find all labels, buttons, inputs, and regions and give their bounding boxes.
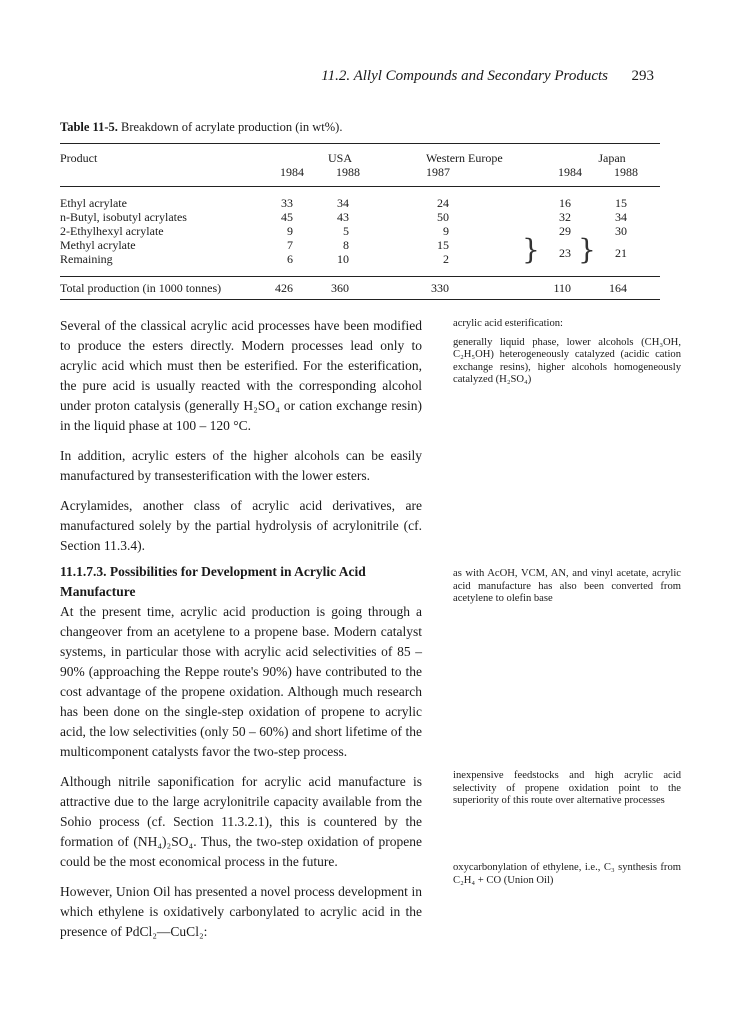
cell-usa88: 5: [343, 224, 349, 238]
cell-usa84: 33: [281, 196, 293, 210]
cell-usa84: 9: [287, 224, 293, 238]
total-we87: 330: [431, 281, 449, 295]
cell-we87: 2: [443, 252, 449, 266]
cell-jp84: 16: [559, 196, 571, 210]
table-body-rule: [60, 276, 660, 277]
cell-jp88: 15: [615, 196, 627, 210]
group-japan: Japan: [598, 151, 626, 165]
paragraph: However, Union Oil has presented a novel process development in which ethylene is oxidatively carbonylated to acrylic acid in the presence of PdCl₂—CuCl₂:: [60, 884, 422, 939]
cell-jp84-combined: 23: [559, 246, 571, 260]
table-total-row: [60, 281, 660, 295]
row-product: n-Butyl, isobutyl acrylates: [60, 210, 187, 224]
body-block-1: [60, 316, 422, 566]
paragraph: Acrylamides, another class of acrylic acid derivatives, are manufactured solely by the partial hydrolysis of acrylonitrile (cf. Section 11.3.4).: [60, 498, 422, 553]
table-label: Table 11-5.: [60, 120, 118, 134]
cell-jp84: 32: [559, 210, 571, 224]
total-jp84: 110: [553, 281, 571, 295]
cell-usa88: 8: [343, 238, 349, 252]
paragraph: In addition, acrylic esters of the higher alcohols can be easily manufactured by transesterification with the lower esters.: [60, 448, 422, 483]
table-row: [60, 224, 660, 238]
margin-note-esterification: [453, 318, 681, 387]
year-we-1987: 1987: [426, 165, 450, 179]
table-row: [60, 196, 660, 210]
paragraph: At the present time, acrylic acid production is going through a changeover from an acetylene to a propene base. Modern catalyst systems, in particular those with acrylic acid selectivities of 85 – 90% (approaching the Reppe route's 90%) have contributed to the cost advantage of the propene oxidation. Although much research has been done on the single-step oxidation of propene to acrylic acid, the low selectivities (only 50 – 60%) and short lifetime of the multicomponent catalysts favor the two-step process.: [60, 604, 422, 759]
table-top-rule: [60, 143, 660, 144]
brace-left-84: }: [522, 233, 540, 266]
year-jp-1984: 1984: [558, 165, 582, 179]
body-block-2: [60, 602, 422, 952]
total-usa88: 360: [331, 281, 349, 295]
cell-we87: 9: [443, 224, 449, 238]
total-usa84: 426: [275, 281, 293, 295]
row-product: Remaining: [60, 252, 113, 266]
table-caption-text: Breakdown of acrylate production (in wt%).: [117, 120, 343, 134]
margin-note-propene-oxidation: inexpensive feedstocks and high acrylic acid selectivity of propene oxidation point to the superiority of this route over alternative processes: [453, 770, 681, 806]
cell-usa88: 10: [337, 252, 349, 266]
group-western-europe: Western Europe: [426, 151, 503, 165]
paragraph: Although nitrile saponification for acrylic acid manufacture is attractive due to the large acrylonitrile capacity available from the Sohio process (cf. Section 11.3.2.1), this is countered by the formation of (NH₄)₂SO₄. Thus, the two-step oxidation of propene could be the most economical process in the future.: [60, 774, 422, 869]
margin-note-oxycarbonylation: oxycarbonylation of ethylene, i.e., C₃ synthesis from C₂H₄ + CO (Union Oil): [453, 862, 681, 886]
table-bottom-rule: [60, 299, 660, 300]
cell-usa88: 34: [337, 196, 349, 210]
header-title: 11.2. Allyl Compounds and Secondary Products: [321, 68, 608, 84]
total-jp88: 164: [609, 281, 627, 295]
section-heading: [60, 562, 422, 602]
cell-usa84: 6: [287, 252, 293, 266]
cell-jp88: 34: [615, 210, 627, 224]
brace-right-84: }: [578, 233, 596, 266]
table-header-rule: [60, 186, 660, 187]
year-usa-1984: 1984: [280, 165, 304, 179]
cell-usa84: 45: [281, 210, 293, 224]
cell-usa88: 43: [337, 210, 349, 224]
margin-note-olefin-base: as with AcOH, VCM, AN, and vinyl acetate, acrylic acid manufacture has also been converted from acetylene to olefin base: [453, 568, 681, 604]
heading-number: 11.1.7.3.: [60, 564, 107, 579]
cell-jp88: 30: [615, 224, 627, 238]
note-heading: acrylic acid esterification:: [453, 318, 563, 329]
cell-jp84: 29: [559, 224, 571, 238]
total-label: Total production (in 1000 tonnes): [60, 281, 222, 295]
cell-we87: 50: [437, 210, 449, 224]
table-header: [60, 151, 660, 181]
row-product: Ethyl acrylate: [60, 196, 127, 210]
year-usa-1988: 1988: [336, 165, 360, 179]
heading-text: Possibilities for Development in Acrylic Acid Manufacture: [60, 564, 366, 599]
table-row: [60, 210, 660, 224]
cell-usa84: 7: [287, 238, 293, 252]
page-number: 293: [631, 68, 654, 84]
cell-jp88-combined: 21: [615, 246, 627, 260]
cell-we87: 15: [437, 238, 449, 252]
year-jp-1988: 1988: [614, 165, 638, 179]
note-text: generally liquid phase, lower alcohols (CH₃OH, C₂H₅OH) heterogeneously catalyzed (acidic cation exchange resins), higher alcohols homogeneously catalyzed (H₂SO₄): [453, 336, 681, 385]
row-product: 2-Ethylhexyl acrylate: [60, 224, 164, 238]
table-body: [60, 196, 660, 274]
paragraph: Several of the classical acrylic acid processes have been modified to produce the esters directly. Modern processes lead only to acrylic acid which must then be esterified. For the esterification, the pure acid is usually reacted with the corresponding alcohol under proton catalysis (generally H₂SO₄ or cation exchange resin) in the liquid phase at 100 – 120 °C.: [60, 318, 422, 433]
group-usa: USA: [327, 151, 352, 165]
col-product: Product: [60, 151, 98, 165]
table-caption: [60, 120, 342, 135]
row-product: Methyl acrylate: [60, 238, 136, 252]
cell-we87: 24: [437, 196, 449, 210]
